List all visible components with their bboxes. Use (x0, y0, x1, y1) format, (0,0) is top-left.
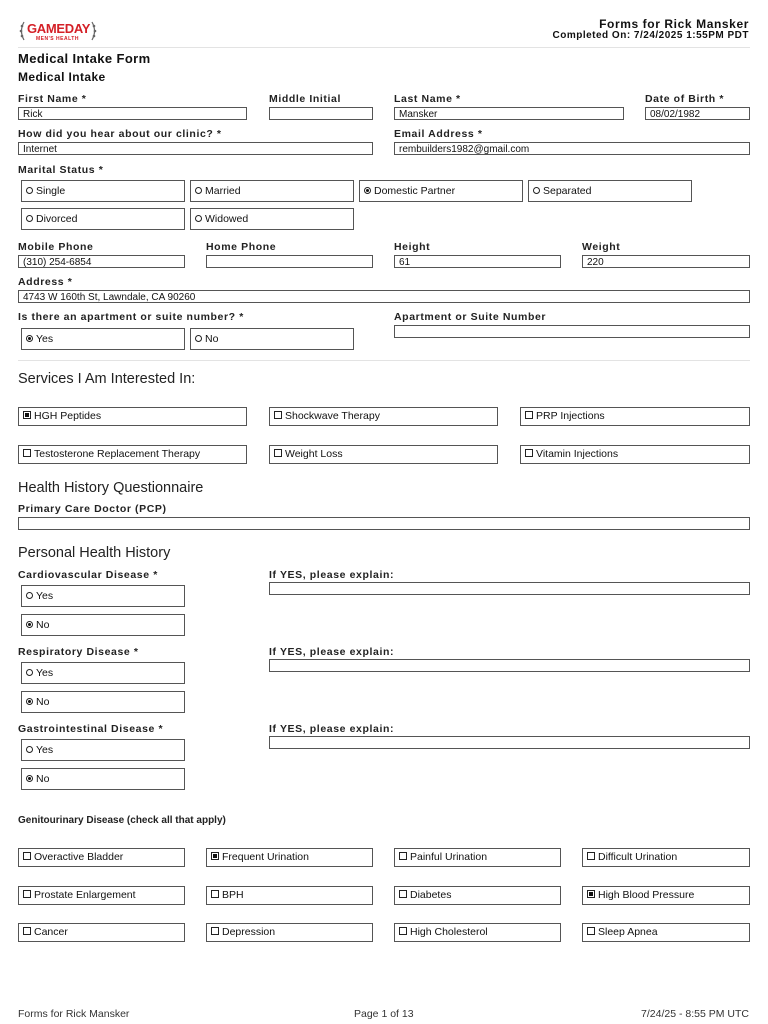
option-label: Separated (543, 185, 592, 197)
marital-option-domestic-partner[interactable] (359, 180, 523, 202)
address-label: Address * (18, 276, 73, 288)
gu-bph[interactable] (206, 886, 373, 905)
service-prp-injections[interactable] (520, 407, 750, 426)
respiratory-explain-label: If YES, please explain: (269, 646, 395, 658)
apartment-option-yes[interactable] (21, 328, 185, 350)
cardiovascular-option-no[interactable] (21, 614, 185, 636)
radio-selected-icon (26, 775, 33, 782)
respiratory-option-no[interactable] (21, 691, 185, 713)
gu-depression[interactable] (206, 923, 373, 942)
radio-icon (195, 215, 202, 222)
option-label: Divorced (36, 213, 78, 225)
middle-initial-label: Middle Initial (269, 93, 341, 105)
apartment-question-label: Is there an apartment or suite number? * (18, 311, 244, 323)
option-label: No (36, 773, 50, 785)
gu-diabetes[interactable] (394, 886, 561, 905)
option-label: High Blood Pressure (598, 889, 695, 901)
checkbox-icon (525, 411, 533, 419)
gu-overactive-bladder[interactable] (18, 848, 185, 867)
option-label: Married (205, 185, 241, 197)
radio-icon (26, 592, 33, 599)
height-label: Height (394, 241, 431, 253)
checkbox-icon (399, 852, 407, 860)
middle-initial-field[interactable] (269, 107, 373, 120)
weight-field[interactable]: 220 (582, 255, 750, 268)
service-shockwave-therapy[interactable] (269, 407, 498, 426)
option-label: Yes (36, 333, 54, 345)
weight-label: Weight (582, 241, 621, 253)
radio-selected-icon (364, 187, 371, 194)
option-label: PRP Injections (536, 410, 605, 422)
dob-field[interactable]: 08/02/1982 (645, 107, 750, 120)
radio-icon (533, 187, 540, 194)
option-label: Sleep Apnea (598, 926, 658, 938)
gastrointestinal-option-yes[interactable] (21, 739, 185, 761)
respiratory-explain-field[interactable] (269, 659, 750, 672)
radio-icon (195, 335, 202, 342)
referral-field[interactable]: Internet (18, 142, 373, 155)
form-subtitle: Medical Intake (18, 70, 106, 84)
email-label: Email Address * (394, 128, 483, 140)
health-history-heading: Health History Questionnaire (18, 480, 204, 496)
radio-icon (195, 187, 202, 194)
personal-health-heading: Personal Health History (18, 545, 171, 561)
option-label: No (205, 333, 219, 345)
checkbox-icon (211, 927, 219, 935)
apartment-number-field[interactable] (394, 325, 750, 338)
option-label: Cancer (34, 926, 68, 938)
gastrointestinal-option-no[interactable] (21, 768, 185, 790)
option-label: Widowed (205, 213, 249, 225)
checkbox-icon (587, 927, 595, 935)
pcp-field[interactable] (18, 517, 750, 530)
cardiovascular-explain-label: If YES, please explain: (269, 569, 395, 581)
services-heading: Services I Am Interested In: (18, 371, 196, 387)
option-label: Yes (36, 590, 54, 602)
service-hgh-peptides[interactable] (18, 407, 247, 426)
dob-label: Date of Birth * (645, 93, 725, 105)
logo-subtext: MEN'S HEALTH (36, 36, 79, 42)
page-title: Forms for Rick Mansker (599, 17, 749, 31)
email-field[interactable]: rembuilders1982@gmail.com (394, 142, 750, 155)
completed-date: Completed On: 7/24/2025 1:55PM PDT (552, 30, 749, 41)
gu-sleep-apnea[interactable] (582, 923, 750, 942)
option-label: Shockwave Therapy (285, 410, 380, 422)
checkbox-icon (23, 449, 31, 457)
checkbox-icon (23, 890, 31, 898)
checkbox-checked-icon (587, 890, 595, 898)
referral-label: How did you hear about our clinic? * (18, 128, 222, 140)
option-label: Vitamin Injections (536, 448, 619, 460)
section-divider (18, 360, 750, 361)
first-name-field[interactable]: Rick (18, 107, 247, 120)
service-weight-loss[interactable] (269, 445, 498, 464)
home-phone-label: Home Phone (206, 241, 277, 253)
marital-option-separated[interactable] (528, 180, 692, 202)
checkbox-checked-icon (23, 411, 31, 419)
gu-difficult-urination[interactable] (582, 848, 750, 867)
gastrointestinal-explain-field[interactable] (269, 736, 750, 749)
radio-icon (26, 746, 33, 753)
gu-cancer[interactable] (18, 923, 185, 942)
logo (18, 16, 98, 46)
first-name-label: First Name * (18, 93, 87, 105)
gastrointestinal-label: Gastrointestinal Disease * (18, 723, 164, 735)
option-label: No (36, 696, 50, 708)
service-vitamin-injections[interactable] (520, 445, 750, 464)
address-field[interactable]: 4743 W 160th St, Lawndale, CA 90260 (18, 290, 750, 303)
footer-form-name: Forms for Rick Mansker (18, 1008, 130, 1020)
pcp-label: Primary Care Doctor (PCP) (18, 503, 167, 515)
marital-option-single[interactable] (21, 180, 185, 202)
option-label: Painful Urination (410, 851, 488, 863)
option-label: Depression (222, 926, 276, 938)
gu-painful-urination[interactable] (394, 848, 561, 867)
radio-selected-icon (26, 621, 33, 628)
option-label: Difficult Urination (598, 851, 678, 863)
option-label: Testosterone Replacement Therapy (34, 448, 201, 460)
checkbox-icon (274, 411, 282, 419)
footer-timestamp: 7/24/25 - 8:55 PM UTC (641, 1008, 749, 1020)
footer-page-number: Page 1 of 13 (354, 1008, 414, 1020)
marital-option-widowed[interactable] (190, 208, 354, 230)
option-label: Prostate Enlargement (34, 889, 136, 901)
gu-frequent-urination[interactable] (206, 848, 373, 867)
genitourinary-label: Genitourinary Disease (check all that apply) (18, 815, 226, 826)
checkbox-icon (211, 890, 219, 898)
option-label: Weight Loss (285, 448, 343, 460)
respiratory-label: Respiratory Disease * (18, 646, 139, 658)
option-label: Frequent Urination (222, 851, 309, 863)
last-name-field[interactable]: Mansker (394, 107, 624, 120)
option-label: HGH Peptides (34, 410, 102, 422)
service-testosterone-replacement[interactable] (18, 445, 247, 464)
radio-icon (26, 669, 33, 676)
logo-text: GAMEDAY (27, 21, 91, 36)
last-name-label: Last Name * (394, 93, 461, 105)
option-label: Single (36, 185, 66, 197)
option-label: Overactive Bladder (34, 851, 124, 863)
marital-option-married[interactable] (190, 180, 354, 202)
apartment-option-no[interactable] (190, 328, 354, 350)
cardiovascular-label: Cardiovascular Disease * (18, 569, 158, 581)
header-divider (18, 47, 750, 48)
checkbox-icon (23, 852, 31, 860)
marital-status-label: Marital Status * (18, 164, 104, 176)
option-label: Yes (36, 667, 54, 679)
checkbox-icon (274, 449, 282, 457)
option-label: High Cholesterol (410, 926, 488, 938)
option-label: No (36, 619, 50, 631)
gu-high-blood-pressure[interactable] (582, 886, 750, 905)
radio-icon (26, 215, 33, 222)
form-title: Medical Intake Form (18, 51, 151, 66)
checkbox-icon (23, 927, 31, 935)
respiratory-option-yes[interactable] (21, 662, 185, 684)
radio-selected-icon (26, 335, 33, 342)
option-label: Domestic Partner (374, 185, 456, 197)
radio-icon (26, 187, 33, 194)
gu-prostate-enlargement[interactable] (18, 886, 185, 905)
height-field[interactable]: 61 (394, 255, 561, 268)
gastrointestinal-explain-label: If YES, please explain: (269, 723, 395, 735)
checkbox-icon (399, 927, 407, 935)
option-label: BPH (222, 889, 244, 901)
checkbox-icon (587, 852, 595, 860)
option-label: Diabetes (410, 889, 452, 901)
radio-selected-icon (26, 698, 33, 705)
apartment-number-label: Apartment or Suite Number (394, 311, 547, 323)
cardiovascular-explain-field[interactable] (269, 582, 750, 595)
mobile-phone-label: Mobile Phone (18, 241, 94, 253)
option-label: Yes (36, 744, 54, 756)
checkbox-checked-icon (211, 852, 219, 860)
gu-high-cholesterol[interactable] (394, 923, 561, 942)
home-phone-field[interactable] (206, 255, 373, 268)
checkbox-icon (399, 890, 407, 898)
checkbox-icon (525, 449, 533, 457)
mobile-phone-field[interactable]: (310) 254-6854 (18, 255, 185, 268)
marital-option-divorced[interactable] (21, 208, 185, 230)
cardiovascular-option-yes[interactable] (21, 585, 185, 607)
